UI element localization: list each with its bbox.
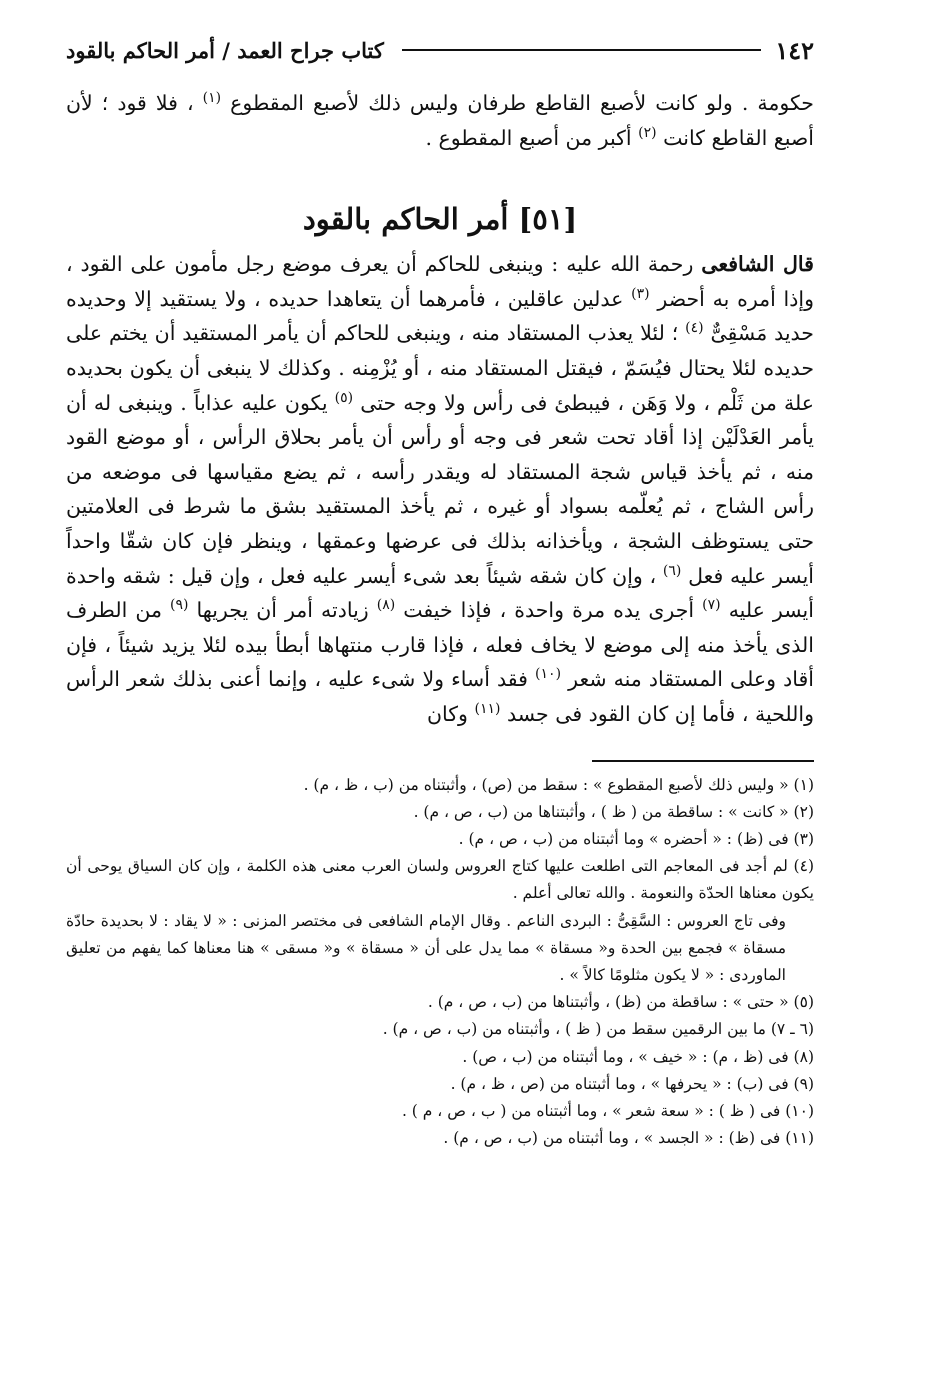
- footnote-ref: (٨): [376, 597, 396, 614]
- footnote: (١) « وليس ذلك لأصبع المقطوع » : سقط من (ص) ، وأثبتناه من (ب ، ظ ، م) .: [303, 775, 814, 794]
- footnote: (٩) فى (ب) : « يحرفها » ، وما أثبتناه من (ص ، ظ ، م) .: [450, 1074, 814, 1093]
- running-header: [66, 30, 814, 70]
- body-text-part: عدلين عاقلين ، فأمرهما أن يتعاهدا حديده ، ولا يستقيد إلا وحديده حديد مَسْقِىٌّ: [66, 286, 814, 346]
- body-text-part: فقد أساء ولا شىء عليه ، وإنما أعنى بذلك شعر الرأس واللحية ، فأما إن كان القود فى جسد: [66, 667, 814, 726]
- body-text-part: وكان: [426, 701, 468, 726]
- footnote-ref: (٥): [334, 389, 354, 406]
- footnote: (٢) « كانت » : ساقطة من ( ظ ) ، وأثبتناها من (ب ، ص ، م) .: [413, 802, 814, 821]
- footnote: (١١) فى (ظ) : « الجسد » ، وما أثبتناه من (ب ، ص ، م) .: [443, 1129, 814, 1148]
- footnote: (١٠) فى ( ظ ) : « سعة شعر » ، وما أثبتناه من ( ب ، ص ، م ) .: [401, 1101, 814, 1120]
- lead-in-text: قال الشافعى: [701, 252, 814, 277]
- body-paragraph: [66, 247, 814, 731]
- intro-text-part: حكومة . ولو كانت لأصبع القاطع طرفان وليس ذلك لأصبع المقطوع: [230, 91, 814, 115]
- body-text-part: ؛ لئلا يعذب المستقاد منه ، وينبغى للحاكم أن يأمر المستقيد أن يختم على حديده لئلا يحتال فيُسَمّ ، فيقتل المستقاد منه ، أو يُزْمِنه . وكذلك لا ينبغى أن يكون بحديده علة من ثَلْم ، ولا وَهَن ، فيبطئ فى رأس ولا وجه حتى: [66, 321, 814, 415]
- section-heading: [٥١] أمر الحاكم بالقود: [302, 202, 578, 237]
- footnote: (٤) لم أجد فى المعاجم التى اطلعت عليها كتاج العروس ولسان العرب معنى هذه الكلمة ، وإن كان السياق يوحى أن يكون معناها الحدّة والنعومة . والله تعالى أعلم .: [66, 857, 814, 903]
- body-text-part: أجرى يده مرة واحدة ، فإذا خيفت: [403, 598, 695, 623]
- footnote: (٦ ـ ٧) ما بين الرقمين سقط من ( ظ ) ، وأثبتناه من (ب ، ص ، م) .: [382, 1020, 814, 1039]
- footnotes: [66, 772, 814, 1153]
- intro-text-part: أكبر من أصبع المقطوع .: [425, 125, 632, 150]
- footnote: (٣) فى (ظ) : « أحضره » وما أثبتناه من (ب ، ص ، م) .: [458, 829, 814, 848]
- body-text-part: يكون عليه عذاباً . وينبغى له أن يأمر العَدْلَيْن إذا أقاد تحت شعر فى وجه أو رأس أن يأمر بحلاق الرأس ، أو موضع القود منه ، ثم يأخذ قياس شجة المستقاد له ويقدر رأسه ، ثم يضع مقياسها فى موضعه من رأس الشاج ، ثم يُعلّمه بسواد أو غيره ، ثم يأخذ المستقيد بشق ما شرط فى العلامتين حتى يستوظف الشجة ، ويأخذانه بذلك فى عرضها وعمقها ، وينظر فإن كان شقّا واحداً أيسر عليه فعل: [66, 390, 814, 588]
- footnote-ref: (٤): [685, 320, 704, 337]
- header-rule: [402, 49, 762, 51]
- footnote: (٥) « حتى » : ساقطة من (ظ) ، وأثبتناها من (ب ، ص ، م) .: [427, 993, 814, 1012]
- intro-text-part: ، فلا قود ؛ لأن أصبع القاطع كانت: [66, 91, 814, 150]
- footnote-ref: (٩): [170, 597, 189, 614]
- running-title: كتاب جراح العمد / أمر الحاكم بالقود: [66, 37, 384, 63]
- footnote-ref: (٦): [662, 562, 682, 579]
- footnote-ref: (٣): [631, 285, 650, 302]
- body-text-part: من الطرف الذى يأخذ منه إلى موضع لا يخاف فعله ، فإذا قارب منتهاها أبطأ بيده لئلا يزيد شيئاً ، فإن أقاد وعلى المستقاد منه شعر: [66, 598, 814, 692]
- book-page: [66, 30, 814, 1330]
- body-text-part: ، وإن كان شقه شيئاً بعد شىء أيسر عليه فعل ، وإن قيل : شقه واحدة أيسر عليه: [66, 563, 814, 623]
- footnote-ref: (١٠): [535, 666, 562, 683]
- body-text-part: رحمة الله عليه : وينبغى للحاكم أن يعرف موضع رجل مأمون على القود ، وإذا أمره به أحضر: [66, 252, 814, 311]
- footnote: (٨) فى (ظ ، م) : « خيف » ، وما أثبتناه من (ب ، ص) .: [462, 1047, 814, 1066]
- footnote-ref: (١١): [474, 701, 501, 718]
- footnote-continuation: وفى تاج العروس : السَّقِىُّ : البردى الناعم . وقال الإمام الشافعى فى مختصر المزنى : « لا يقاد : لا بحديدة حادّة مسقاة » فجمع بين الحدة و« مسقاة » مما يدل على أن « مسقاة » و« مسقى » هنا معناها كما يفهم من تعليق الماوردى : « لا يكون مثلومًا كالاً » .: [66, 911, 786, 984]
- intro-paragraph: [66, 86, 814, 155]
- footnote-ref: (٧): [702, 597, 721, 614]
- footnote-ref: (١): [202, 90, 222, 107]
- footnote-separator: [592, 760, 814, 762]
- page-number: ١٤٢: [775, 35, 814, 65]
- footnote-ref: (٢): [638, 124, 657, 141]
- body-text-part: زيادته أمر أن يجريها: [196, 598, 369, 623]
